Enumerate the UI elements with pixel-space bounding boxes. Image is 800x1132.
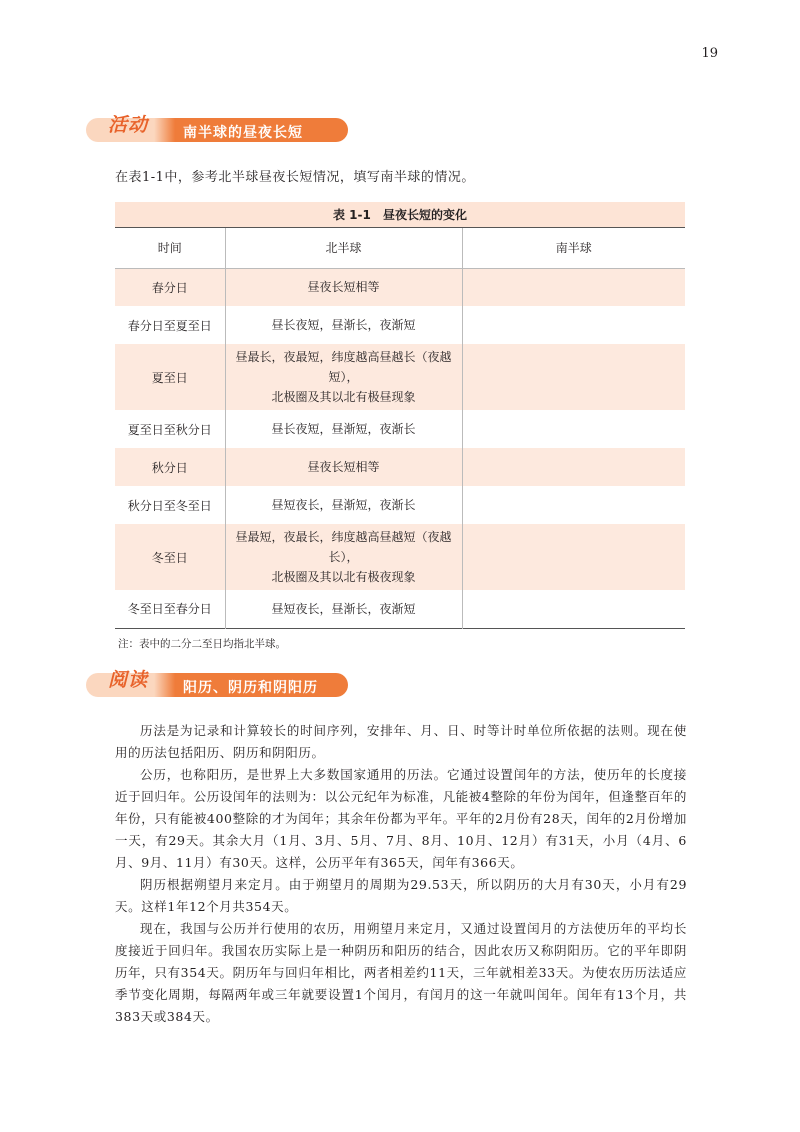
cell-north: 昼最长，夜最短，纬度越高昼越长（夜越短）， 北极圈及其以北有极昼现象 xyxy=(225,344,462,410)
cell-north: 昼夜长短相等 xyxy=(225,448,462,486)
cell-time: 冬至日至春分日 xyxy=(115,590,225,628)
cell-south xyxy=(462,524,685,590)
cell-north: 昼短夜长，昼渐长，夜渐短 xyxy=(225,590,462,628)
table-header-row xyxy=(115,228,685,268)
table-row xyxy=(115,486,685,524)
table-row xyxy=(115,344,685,410)
table-row xyxy=(115,524,685,590)
header-north: 北半球 xyxy=(225,228,462,268)
activity-instruction: 在表1-1中，参考北半球昼夜长短情况，填写南半球的情况。 xyxy=(115,170,475,185)
page-number: 19 xyxy=(701,46,718,61)
cell-north: 昼最短，夜最长，纬度越高昼越短（夜越长）， 北极圈及其以北有极夜现象 xyxy=(225,524,462,590)
cell-south xyxy=(462,344,685,410)
cell-south xyxy=(462,486,685,524)
cell-time: 春分日至夏至日 xyxy=(115,306,225,344)
table-row xyxy=(115,268,685,306)
cell-south xyxy=(462,410,685,448)
table-row xyxy=(115,590,685,628)
cell-time: 夏至日 xyxy=(115,344,225,410)
cell-south xyxy=(462,268,685,306)
reading-body xyxy=(115,720,687,1028)
table-caption-number: 表 1-1 xyxy=(332,208,371,222)
cell-time: 秋分日 xyxy=(115,448,225,486)
table-row xyxy=(115,410,685,448)
reading-tag: 阅读 xyxy=(108,669,149,691)
day-night-table xyxy=(115,202,685,629)
table-row xyxy=(115,306,685,344)
cell-north: 昼长夜短，昼渐短，夜渐长 xyxy=(225,410,462,448)
cell-north: 昼长夜短，昼渐长，夜渐短 xyxy=(225,306,462,344)
cell-south xyxy=(462,306,685,344)
reading-paragraph: 现在，我国与公历并行使用的农历，用朔望月来定月，又通过设置闰月的方法使历年的平均长度接近于回归年。我国农历实际上是一种阴历和阳历的结合，因此农历又称阴阳历。它的平年即阴历年，只有354天。阴历年与回归年相比，两者相差约11天，三年就相差33天。为使农历历法适应季节变化周期，每隔两年或三年就要设置1个闰月，有闰月的这一年就叫闰年。闰年有13个月，共383天或384天。 xyxy=(115,921,687,1024)
table-note: 注：表中的二分二至日均指北半球。 xyxy=(118,638,286,650)
header-time: 时间 xyxy=(115,228,225,268)
reading-paragraph: 历法是为记录和计算较长的时间序列，安排年、月、日、时等计时单位所依据的法则。现在使用的历法包括阳历、阴历和阴阳历。 xyxy=(115,723,687,760)
activity-title: 南半球的昼夜长短 xyxy=(183,125,303,141)
cell-north: 昼夜长短相等 xyxy=(225,268,462,306)
table-caption-title: 昼夜长短的变化 xyxy=(383,208,468,222)
cell-time: 春分日 xyxy=(115,268,225,306)
table-caption xyxy=(115,202,685,228)
activity-tag: 活动 xyxy=(108,114,149,136)
reading-paragraph: 公历，也称阳历，是世界上大多数国家通用的历法。它通过设置闰年的方法，使历年的长度接近于回归年。公历设闰年的法则为：以公元纪年为标准，凡能被4整除的年份为闰年，但逢整百年的年份，只有能被400整除的才为闰年；其余年份都为平年。平年的2月份有28天，闰年的2月份增加一天，有29天。其余大月（1月、3月、5月、7月、8月、10月、12月）有31天，小月（4月、6月、9月、11月）有30天。这样，公历平年有365天，闰年有366天。 xyxy=(115,767,687,870)
table-body xyxy=(115,228,685,629)
header-south: 南半球 xyxy=(462,228,685,268)
cell-north: 昼短夜长，昼渐短，夜渐长 xyxy=(225,486,462,524)
reading-paragraph: 阴历根据朔望月来定月。由于朔望月的周期为29.53天，所以阴历的大月有30天，小月有29天。这样1年12个月共354天。 xyxy=(115,877,687,914)
reading-banner xyxy=(86,669,356,697)
cell-time: 秋分日至冬至日 xyxy=(115,486,225,524)
table-row xyxy=(115,448,685,486)
cell-south xyxy=(462,590,685,628)
cell-time: 冬至日 xyxy=(115,524,225,590)
cell-time: 夏至日至秋分日 xyxy=(115,410,225,448)
reading-title: 阳历、阴历和阴阳历 xyxy=(183,680,318,696)
activity-banner xyxy=(86,114,356,142)
cell-south xyxy=(462,448,685,486)
